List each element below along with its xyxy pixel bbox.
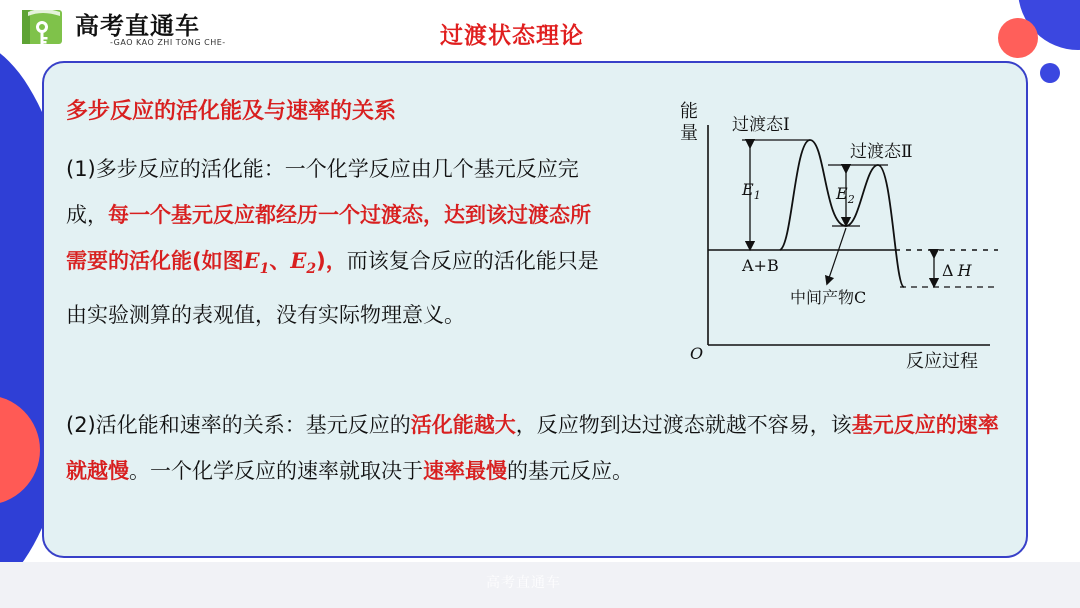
x-axis-label: 反应过程 xyxy=(906,351,978,372)
intermediate-label: 中间产物C xyxy=(790,288,867,307)
para1-text-a: (1)多步反应的活化能：一个化学反应由几个基元反应完成， xyxy=(66,157,579,227)
e1-label: $E_1$ xyxy=(742,180,761,202)
origin-label: O xyxy=(690,344,704,363)
para2-text-b: ，反应物到达过渡态就越不容易，该 xyxy=(515,413,852,437)
footer-watermark: 高考直通车 xyxy=(486,575,561,591)
para2-text-d: 的基元反应。 xyxy=(507,459,633,483)
decor-red-circle-top xyxy=(998,18,1038,58)
decor-blue-dot xyxy=(1040,63,1060,83)
energy-curve xyxy=(780,140,904,287)
brand-logo xyxy=(20,6,250,52)
para2-text-c: 。一个化学反应的速率就取决于 xyxy=(129,459,423,483)
para1-e1: $E_1$ xyxy=(243,248,270,278)
dh-label: Δ H xyxy=(942,261,972,280)
para2-highlight-a: 活化能越大 xyxy=(410,413,516,437)
book-key-icon xyxy=(20,6,66,50)
para1-text-b: 而该复合反应的活化能只是由实验测算的表观值，没有实际物理意义。 xyxy=(66,249,599,328)
e2-label: $E_2$ xyxy=(836,184,855,206)
para2-highlight-b: 基元反应的速率就越慢 xyxy=(66,413,999,483)
slide-title: 过渡状态理论 xyxy=(440,23,584,49)
para2-highlight-c: 速率最慢 xyxy=(423,459,507,483)
intermediate-pointer xyxy=(828,228,846,281)
ts2-label: 过渡态Ⅱ xyxy=(850,142,913,162)
ts1-label: 过渡态Ⅰ xyxy=(732,115,790,135)
section-heading: 多步反应的活化能及与速率的关系 xyxy=(66,99,397,124)
paragraph-activation-energy-rate xyxy=(66,402,1016,494)
paragraph-multistep-activation-energy xyxy=(66,146,606,338)
para2-text-a: (2)活化能和速率的关系：基元反应的 xyxy=(66,413,411,437)
y-axis-label-2: 量 xyxy=(680,123,698,144)
energy-profile-diagram xyxy=(660,95,1010,385)
para1-highlight: 每一个基元反应都经历一个过渡态，达到该过渡态所需要的活化能(如图 xyxy=(66,203,591,273)
para1-separator: 、 xyxy=(269,249,291,273)
brand-title: 高考直通车 xyxy=(75,12,200,40)
para1-highlight-close: )， xyxy=(316,249,347,273)
reactant-label: A+B xyxy=(742,256,779,275)
para1-e2: $E_2$ xyxy=(290,248,317,278)
y-axis-label: 能 xyxy=(680,101,698,122)
brand-subtitle: -GAO KAO ZHI TONG CHE- xyxy=(110,38,226,47)
